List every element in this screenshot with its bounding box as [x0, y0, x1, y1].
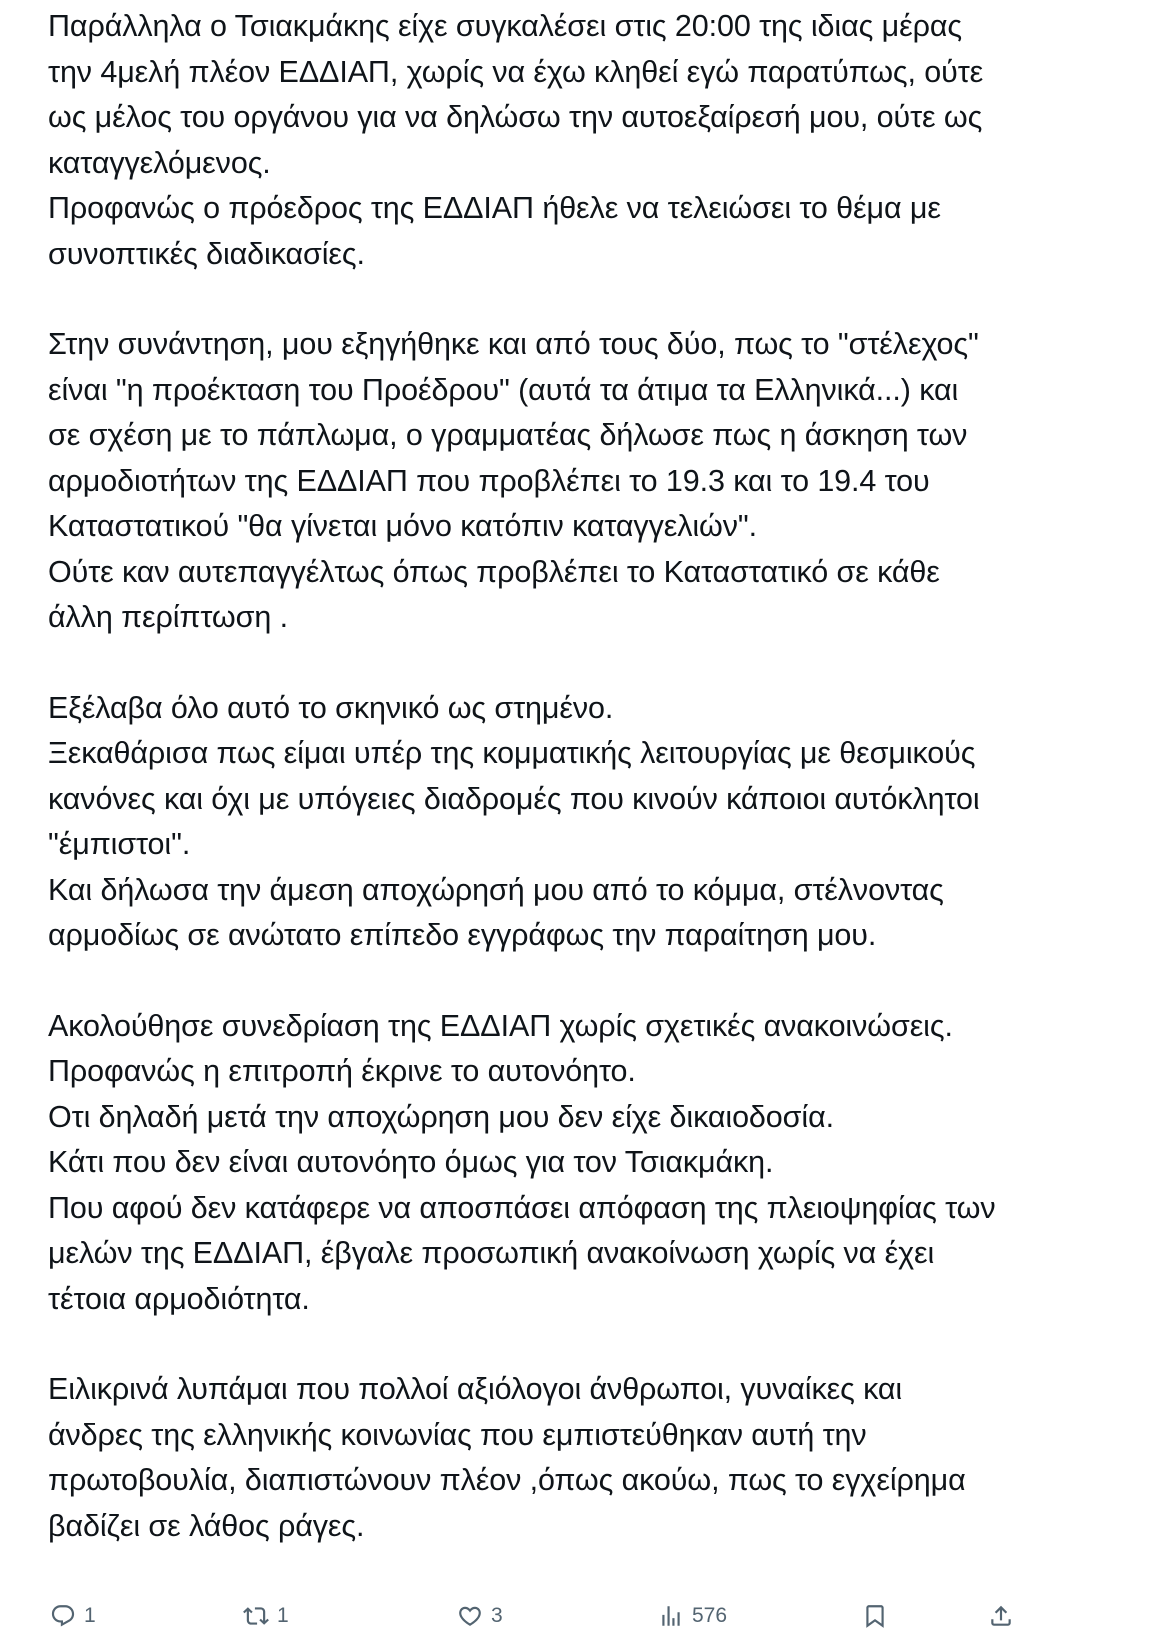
- text-line: είναι "η προέκταση του Προέδρου" (αυτά τα άτιμα τα Ελληνικά...) και: [48, 372, 959, 407]
- text-line: Και δήλωσα την άμεση αποχώρησή μου από το κόμμα, στέλνοντας: [48, 872, 944, 907]
- text-line: αρμοδίως σε ανώτατο επίπεδο εγγράφως την παραίτηση μου.: [48, 918, 877, 952]
- views-button[interactable]: [658, 1596, 727, 1636]
- text-line: "έμπιστοι".: [48, 827, 191, 861]
- reply-icon: [50, 1603, 76, 1629]
- text-line: Κάτι που δεν είναι αυτονόητο όμως για τον Τσιακμάκη.: [48, 1145, 774, 1179]
- text-line: πρωτοβουλία, διαπιστώνουν πλέον ,όπως ακούω, πως το εγχείρημα: [48, 1463, 966, 1497]
- repost-count: 1: [277, 1604, 289, 1627]
- text-line: Ξεκαθάρισα πως είμαι υπέρ της κομματικής λειτουργίας με θεσμικούς: [48, 736, 976, 770]
- reply-count: 1: [84, 1604, 96, 1627]
- like-count: 3: [491, 1604, 503, 1627]
- text-line: Εξέλαβα όλο αυτό το σκηνικό ως στημένο.: [48, 690, 614, 725]
- text-line: Προφανώς ο πρόεδρος της ΕΔΔΙΑΠ ήθελε να τελειώσει το θέμα με: [48, 191, 941, 225]
- bookmark-button[interactable]: [862, 1596, 888, 1636]
- paragraph: [48, 1004, 1158, 1323]
- text-line: Προφανώς η επιτροπή έκρινε το αυτονόητο.: [48, 1054, 636, 1088]
- text-line: άλλη περίπτωση .: [48, 600, 288, 634]
- text-line: Καταστατικού "θα γίνεται μόνο κατόπιν καταγγελιών".: [48, 509, 758, 543]
- text-line: Ούτε καν αυτεπαγγέλτως όπως προβλέπει το Καταστατικό σε κάθε: [48, 554, 940, 589]
- paragraph: [48, 4, 1158, 277]
- text-line: Οτι δηλαδή μετά την αποχώρηση μου δεν είχε δικαιοδοσία.: [48, 1099, 834, 1134]
- text-line: τέτοια αρμοδιότητα.: [48, 1281, 310, 1316]
- text-line: σε σχέση με το πάπλωμα, ο γραμματέας δήλωσε πως η άσκηση των: [48, 418, 968, 452]
- text-line: κανόνες και όχι με υπόγειες διαδρομές που κινούν κάποιοι αυτόκλητοι: [48, 781, 980, 816]
- views-count: 576: [692, 1604, 728, 1627]
- paragraph: [48, 322, 1158, 641]
- repost-icon: [243, 1603, 269, 1629]
- text-line: Παράλληλα ο Τσιακμάκης είχε συγκαλέσει στις 20:00 της ιδιας μέρας: [48, 9, 962, 43]
- text-line: καταγγελόμενος.: [48, 145, 271, 180]
- text-line: ως μέλος του οργάνου για να δηλώσω την αυτοεξαίρεσή μου, ούτε ως: [48, 100, 983, 134]
- text-line: βαδίζει σε λάθος ράγες.: [48, 1508, 365, 1543]
- text-line: αρμοδιοτήτων της ΕΔΔΙΑΠ που προβλέπει το 19.3 και το 19.4 του: [48, 463, 930, 498]
- action-bar: [0, 1596, 1173, 1636]
- text-line: την 4μελή πλέον ΕΔΔΙΑΠ, χωρίς να έχω κληθεί εγώ παρατύπως, ούτε: [48, 54, 984, 89]
- paragraph: [48, 686, 1158, 959]
- paragraph: [48, 1367, 1158, 1549]
- text-line: Ακολούθησε συνεδρίαση της ΕΔΔΙΑΠ χωρίς σχετικές ανακοινώσεις.: [48, 1008, 953, 1043]
- heart-icon: [457, 1603, 483, 1629]
- reply-button[interactable]: [50, 1596, 96, 1636]
- post-body: [48, 4, 1158, 1594]
- share-button[interactable]: [988, 1596, 1014, 1636]
- like-button[interactable]: [457, 1596, 503, 1636]
- repost-button[interactable]: [243, 1596, 289, 1636]
- text-line: Στην συνάντηση, μου εξηγήθηκε και από τους δύο, πως το "στέλεχος": [48, 327, 979, 361]
- text-line: συνοπτικές διαδικασίες.: [48, 236, 365, 271]
- bookmark-icon: [862, 1603, 888, 1629]
- text-line: Που αφού δεν κατάφερε να αποσπάσει απόφαση της πλειοψηφίας των: [48, 1190, 996, 1225]
- text-line: Ειλικρινά λυπάμαι που πολλοί αξιόλογοι άνθρωποι, γυναίκες και: [48, 1372, 903, 1406]
- share-icon: [988, 1603, 1014, 1629]
- text-line: άνδρες της ελληνικής κοινωνίας που εμπιστεύθηκαν αυτή την: [48, 1417, 867, 1452]
- text-line: μελών της ΕΔΔΙΑΠ, έβγαλε προσωπική ανακοίνωση χωρίς να έχει: [48, 1236, 935, 1270]
- views-icon: [658, 1603, 684, 1629]
